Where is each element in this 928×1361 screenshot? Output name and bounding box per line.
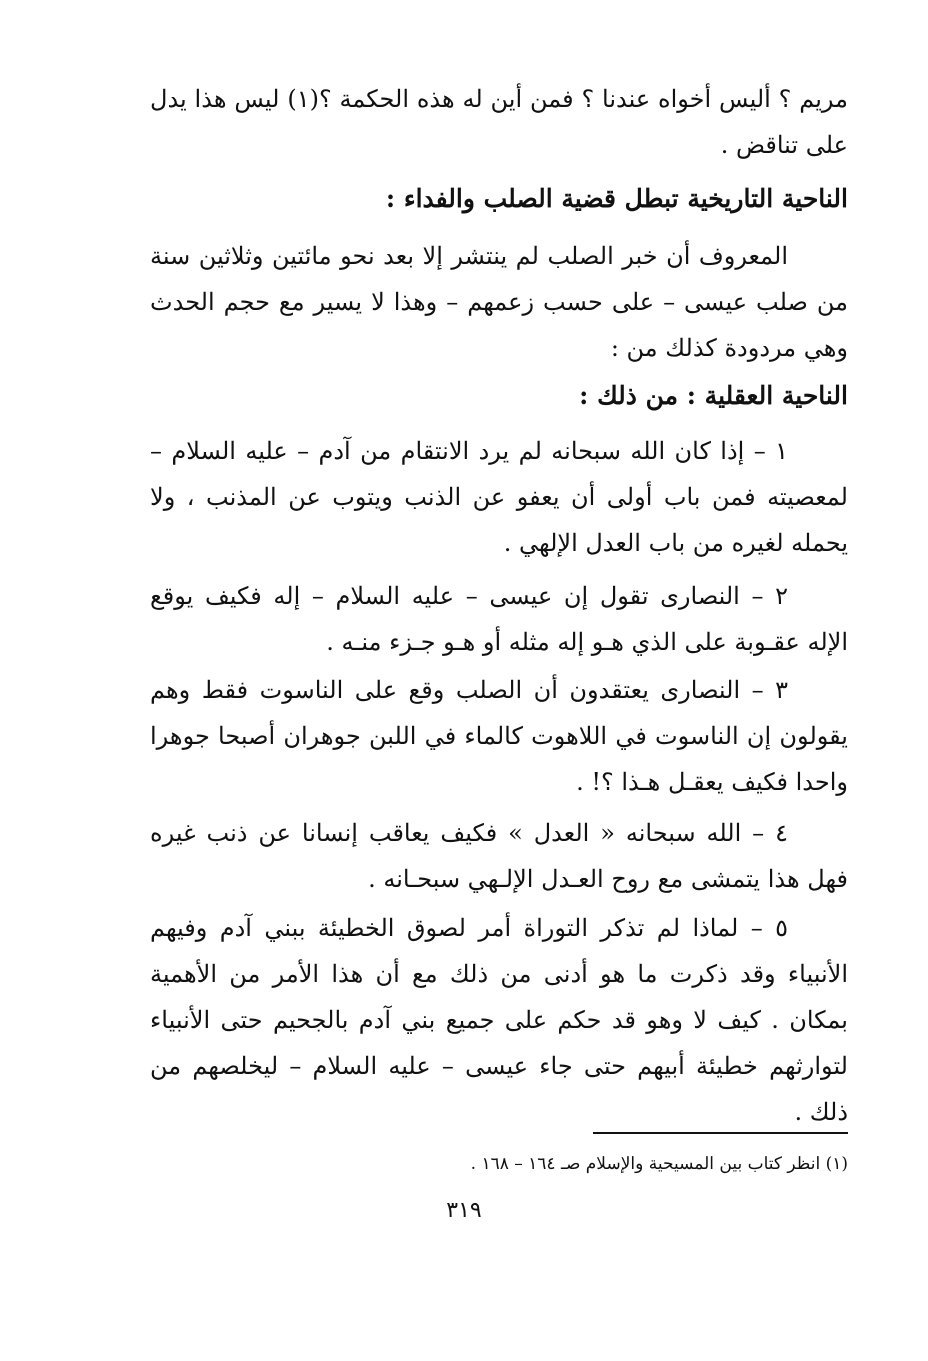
footnote-divider bbox=[593, 1132, 848, 1134]
heading-historical: الناحية التاريخية تبطل قضية الصلب والفداء : bbox=[385, 184, 848, 213]
list-item-3: ٣ – النصارى يعتقدون أن الصلب وقع على الناسوت فقط وهم يقولون إن الناسوت في اللاهوت كالماء في اللبن جوهران أصبحا جوهرا واحدا فكيف يعقـل هـذا ؟! . bbox=[150, 676, 848, 796]
heading-rational: الناحية العقلية : من ذلك : bbox=[579, 381, 848, 410]
list-item-2: ٢ – النصارى تقول إن عيسى – عليه السلام – إله فكيف يوقع الإله عقـوبة على الذي هـو إله مثله أو هـو جـزء منـه . bbox=[150, 582, 848, 656]
list-item-5: ٥ – لماذا لم تذكر التوراة أمر لصوق الخطيئة ببني آدم وفيهم الأنبياء وقد ذكرت ما هو أدنى من ذلك مع أن هذا الأمر من الأهمية بمكان . كيف لا وهو قد حكم على جميع بني آدم بالجحيم حتى الأنبياء لتوارثهم خطيئة أبيهم حتى جاء عيسى – عليه السلام – ليخلصهم من ذلك . bbox=[150, 914, 848, 1126]
footnote: (١) انظر كتاب بين المسيحية والإسلام صـ ١٦٤ – ١٦٨ . bbox=[470, 1154, 848, 1174]
list-item-4: ٤ – الله سبحانه « العدل » فكيف يعاقب إنسانا عن ذنب غيره فهل هذا يتمشى مع روح العـدل الإلـهي سبحـانه . bbox=[150, 819, 848, 893]
page-number: ٣١٩ bbox=[446, 1198, 482, 1223]
paragraph-continuation: مريم ؟ أليس أخواه عندنا ؟ فمن أين له هذه الحكمة ؟(١) ليس هذا يدل على تناقض . bbox=[150, 85, 848, 159]
list-item-1: ١ – إذا كان الله سبحانه لم يرد الانتقام من آدم – عليه السلام – لمعصيته فمن باب أولى أن يعفو عن الذنب ويتوب عن المذنب ، ولا يحمله لغيره من باب العدل الإلهي . bbox=[150, 437, 848, 557]
paragraph-historical: المعروف أن خبر الصلب لم ينتشر إلا بعد نحو مائتين وثلاثين سنة من صلب عيسى – على حسب زعمهم – وهذا لا يسير مع حجم الحدث وهي مردودة كذلك من : bbox=[150, 242, 848, 362]
